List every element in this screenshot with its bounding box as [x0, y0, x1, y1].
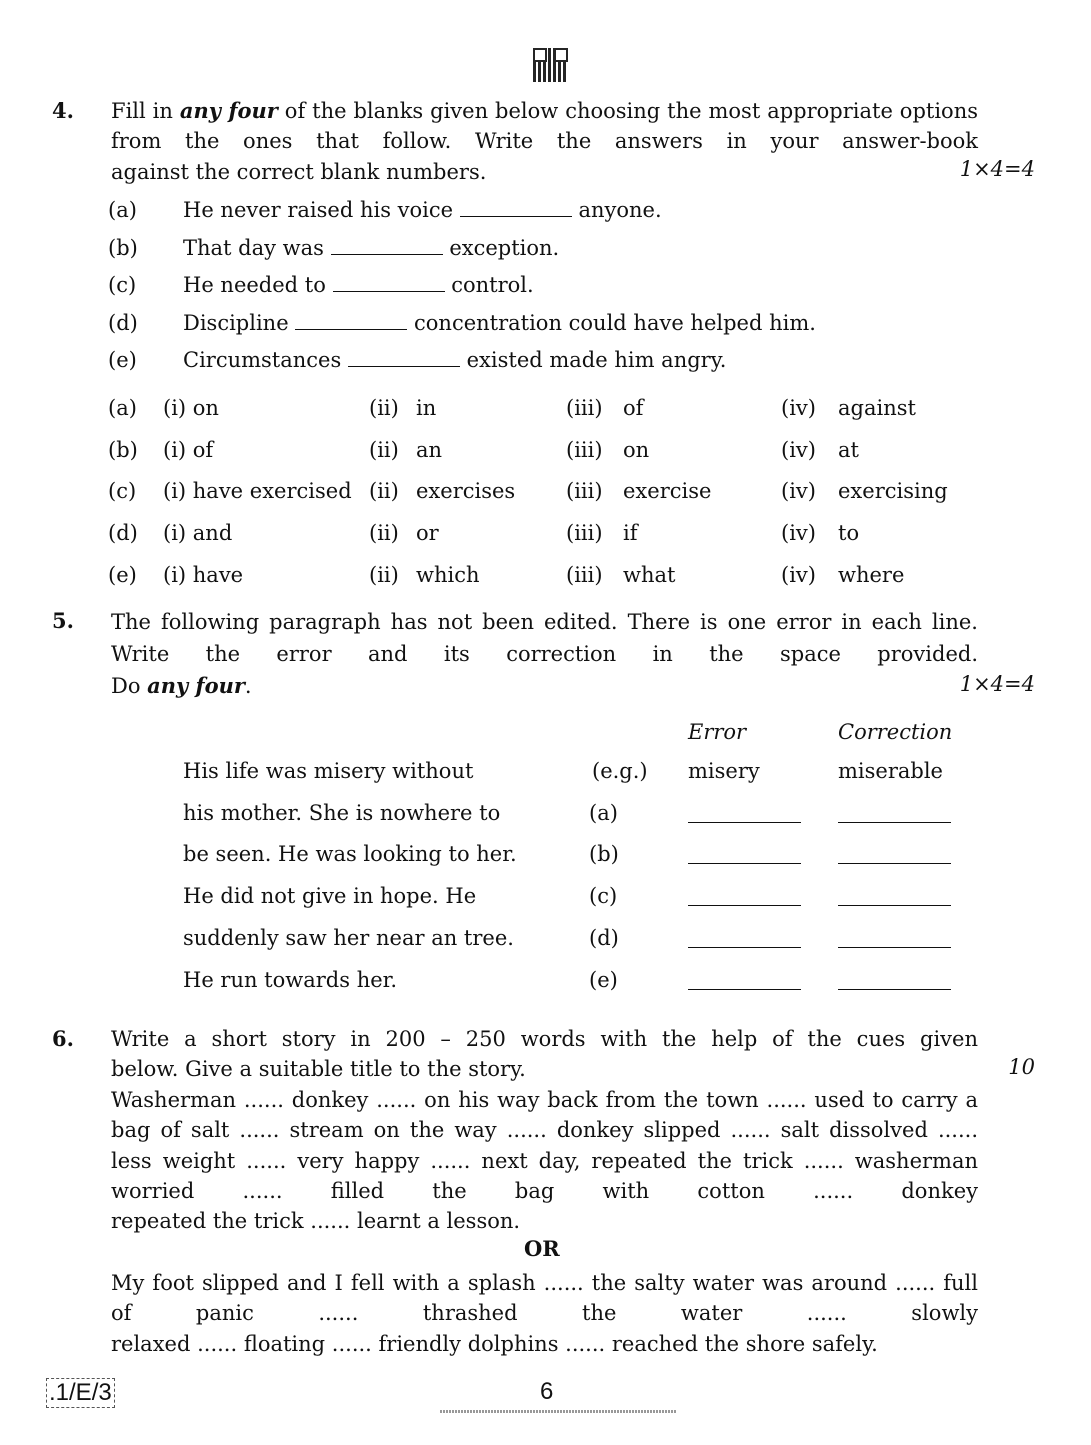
option-ii: in: [416, 396, 437, 420]
text: below. Give a suitable title to the story.: [111, 1057, 526, 1082]
option-number: (ii): [369, 521, 399, 546]
line-label: (e.g.): [592, 759, 648, 783]
passage-line: his mother. She is nowhere to: [183, 800, 501, 825]
option-label: (e): [108, 562, 137, 587]
option-number: (iv): [781, 562, 816, 587]
text: He needed to: [183, 273, 326, 297]
line-label: (c): [589, 884, 618, 909]
error-blank: [688, 863, 801, 864]
option-iii: on: [623, 437, 650, 462]
correction-answer: miserable: [838, 759, 943, 783]
text: exception.: [449, 235, 560, 260]
text: against the correct blank numbers.: [111, 159, 487, 184]
text: Fill in: [111, 99, 180, 123]
option-i: (i) on: [163, 396, 219, 420]
error-blank: [688, 822, 801, 823]
option-iv: against: [838, 396, 916, 420]
text: That day was: [183, 235, 324, 260]
paper-code: .1/E/3: [46, 1378, 115, 1408]
passage-line: He did not give in hope. He: [183, 884, 477, 909]
sentence-label: (e): [108, 348, 137, 372]
option-number: (ii): [369, 562, 399, 587]
blank: [331, 238, 443, 255]
text: My foot slipped and I fell with a splash ...... the salty water was around ...... full of panic ...... thrashed the water ...... slowly: [111, 1271, 978, 1326]
error-blank: [688, 989, 801, 990]
option-number: (ii): [369, 479, 399, 504]
option-number: (iv): [781, 479, 816, 504]
sentence-label: (b): [108, 235, 138, 260]
text: control.: [451, 273, 534, 297]
text: Do: [111, 674, 148, 698]
line-label: (b): [589, 842, 619, 867]
option-iv: where: [838, 562, 905, 587]
sentence-label: (d): [108, 310, 138, 335]
sentence: [183, 348, 726, 372]
option-number: (iv): [781, 437, 816, 462]
option-label: (a): [108, 396, 137, 420]
marks: 1×4=4: [959, 672, 1035, 696]
option-i: (i) and: [163, 521, 233, 546]
passage-line: His life was misery without: [183, 759, 474, 783]
sentence: [183, 311, 816, 335]
text: repeated the trick ...... learnt a lesson.: [111, 1209, 521, 1234]
option-ii: which: [416, 562, 480, 587]
option-iii: what: [623, 562, 676, 587]
text: The following paragraph has not been edited. There is one error in each line. Write the error and its correction in the space provided.: [111, 610, 978, 666]
option-ii: or: [416, 521, 439, 546]
q5-instructions: [111, 606, 978, 702]
error-blank: [688, 905, 801, 906]
error-blank: [688, 947, 801, 948]
line-label: (e): [589, 967, 618, 992]
correction-header: Correction: [838, 720, 953, 744]
blank: [460, 200, 572, 217]
or-separator: OR: [524, 1236, 560, 1261]
option-iii: if: [623, 521, 638, 546]
story-cues-2: [111, 1268, 978, 1359]
passage-line: be seen. He was looking to her.: [183, 842, 517, 867]
option-iv: at: [838, 437, 859, 462]
question-number: 6.: [52, 1026, 74, 1051]
sentence-label: (a): [108, 198, 137, 222]
page-number: 6: [540, 1378, 554, 1405]
text: Circumstances: [183, 348, 342, 372]
emphasis: any four: [179, 98, 278, 123]
correction-blank: [838, 905, 951, 906]
option-number: (ii): [369, 396, 399, 420]
option-i: (i) have: [163, 562, 244, 587]
option-ii: exercises: [416, 479, 516, 504]
option-label: (b): [108, 437, 138, 462]
option-number: (ii): [369, 437, 399, 462]
passage-line: suddenly saw her near an tree.: [183, 925, 514, 950]
emphasis: any four: [147, 673, 245, 698]
marks: 10: [1008, 1055, 1035, 1079]
correction-blank: [838, 947, 951, 948]
passage-line: He run towards her.: [183, 967, 398, 992]
sentence: [183, 273, 534, 297]
text: .: [244, 674, 252, 698]
option-iv: exercising: [838, 479, 948, 504]
text: anyone.: [578, 198, 662, 222]
text: Write a short story in 200 – 250 words with the help of the cues given: [111, 1027, 978, 1051]
sentence: [183, 198, 662, 222]
option-number: (iv): [781, 521, 816, 546]
text: of the blanks given below choosing the most appropriate options from the ones that follow. Write the answers in your answer-book: [111, 99, 978, 154]
option-i: (i) have exercised: [163, 479, 352, 504]
line-label: (a): [589, 800, 618, 825]
option-number: (iii): [566, 562, 603, 587]
blank: [348, 350, 460, 367]
error-answer: misery: [688, 759, 760, 783]
qr-code: [533, 48, 568, 82]
option-iv: to: [838, 521, 860, 546]
story-cues-1: [111, 1085, 978, 1236]
error-header: Error: [688, 720, 747, 744]
correction-blank: [838, 989, 951, 990]
option-number: (iii): [566, 479, 603, 504]
blank: [295, 313, 407, 330]
correction-blank: [838, 822, 951, 823]
blank: [333, 275, 445, 292]
text: [111, 670, 978, 702]
sentence-label: (c): [108, 273, 137, 297]
text: Washerman ...... donkey ...... on his way back from the town ...... used to carry a bag of salt ...... stream on the way ...... donkey slipped ...... salt dissolved ...... less weight ...... very happy ...... next day, repeated the trick ...... washerman worried ...... filled the bag with cotton ...... donkey: [111, 1088, 978, 1203]
option-ii: an: [416, 437, 443, 462]
question-number: 5.: [52, 608, 74, 633]
text: concentration could have helped him.: [414, 310, 816, 335]
question-number: 4.: [52, 98, 74, 123]
option-number: (iii): [566, 521, 603, 546]
q4-instructions: [111, 96, 978, 187]
microtext: [440, 1410, 676, 1413]
option-number: (iii): [566, 396, 603, 420]
option-iii: exercise: [623, 479, 712, 504]
option-iii: of: [623, 396, 644, 420]
text: existed made him angry.: [466, 348, 727, 372]
line-label: (d): [589, 925, 619, 950]
text: Discipline: [183, 310, 289, 335]
option-number: (iv): [781, 396, 816, 420]
option-number: (iii): [566, 437, 603, 462]
marks: 1×4=4: [959, 157, 1035, 181]
text: He never raised his voice: [183, 198, 454, 222]
correction-blank: [838, 863, 951, 864]
option-i: (i) of: [163, 437, 214, 462]
text: relaxed ...... floating ...... friendly dolphins ...... reached the shore safely.: [111, 1331, 878, 1356]
sentence: [183, 236, 559, 260]
q6-instructions: [111, 1024, 978, 1085]
option-label: (c): [108, 479, 137, 504]
option-label: (d): [108, 521, 138, 546]
